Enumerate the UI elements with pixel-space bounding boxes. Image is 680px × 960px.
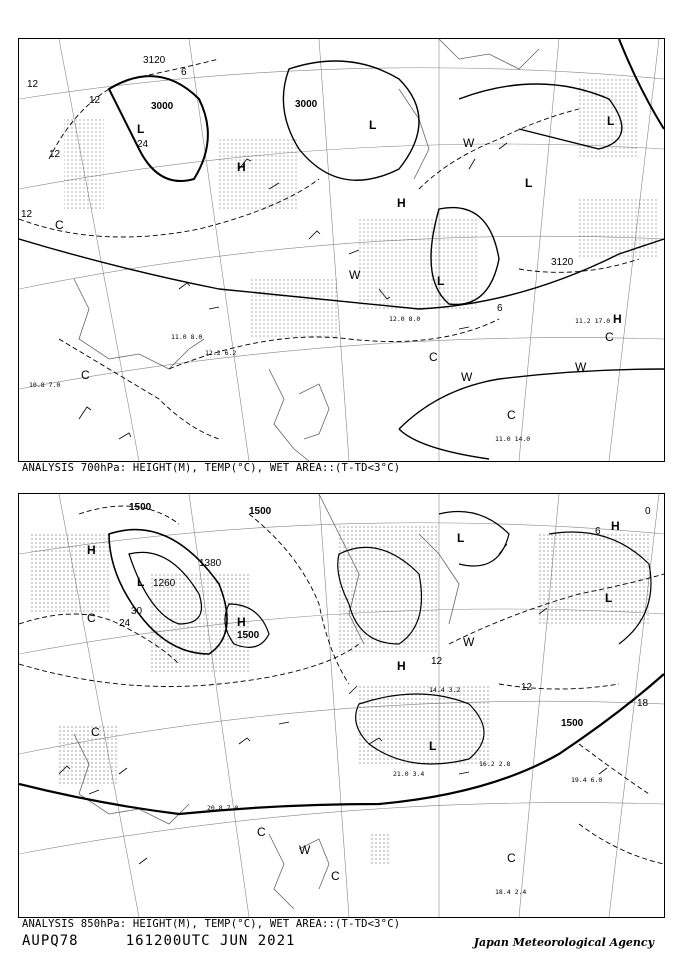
station-observation: 11.0 8.0 — [171, 333, 203, 341]
upper-caption: ANALYSIS 700hPa: HEIGHT(M), TEMP(°C), WET AREA::(T-TD<3°C) — [22, 462, 401, 474]
upper-map-canvas — [19, 39, 664, 461]
high-pressure-center: H — [397, 196, 406, 210]
lower-temp-label: 18 — [637, 698, 649, 709]
lower-height-label: 1500 — [129, 502, 152, 513]
station-observation: 12.2 6.2 — [205, 349, 237, 357]
cold-center: C — [507, 851, 516, 865]
upper-temp-label: 12 — [89, 95, 101, 106]
low-pressure-center: L — [525, 176, 533, 190]
warm-center: W — [461, 370, 473, 384]
lower-height-label: 1500 — [561, 718, 584, 729]
cold-center: C — [81, 368, 90, 382]
station-observation: 12.0 8.0 — [389, 315, 421, 323]
low-pressure-center: L — [457, 531, 465, 545]
cold-center: C — [429, 350, 438, 364]
warm-center: W — [299, 843, 311, 857]
upper-temp-contours — [19, 59, 639, 439]
valid-time: 161200UTC JUN 2021 — [125, 933, 296, 949]
high-pressure-center: H — [237, 615, 246, 629]
upper-temp-label: 6 — [497, 303, 503, 314]
upper-temp-label: 12 — [21, 209, 33, 220]
upper-height-label: 3120 — [143, 55, 166, 66]
lower-temp-label: 6 — [595, 526, 601, 537]
lower-temp-label: 24 — [119, 618, 131, 629]
lower-height-label: 1260 — [153, 578, 176, 589]
lower-temp-label: 12 — [431, 656, 443, 667]
station-observation: 19.4 6.0 — [571, 776, 603, 784]
chart-code: AUPQ78 — [22, 933, 79, 949]
lower-height-label: 1380 — [199, 558, 222, 569]
high-pressure-center: H — [611, 519, 620, 533]
upper-map-panel — [18, 38, 665, 462]
lower-temp-label: 0 — [645, 506, 651, 517]
station-observation: 11.2 17.0 — [575, 317, 611, 325]
low-pressure-center: L — [607, 114, 615, 128]
low-pressure-center: L — [137, 575, 145, 589]
agency-name: Japan Meteorological Agency — [473, 936, 654, 949]
warm-center: W — [575, 360, 587, 374]
chart-id — [22, 933, 295, 949]
lower-temp-label: 12 — [521, 682, 533, 693]
low-pressure-center: L — [369, 118, 377, 132]
high-pressure-center: H — [613, 312, 622, 326]
upper-temp-label: 24 — [137, 139, 149, 150]
warm-center: W — [463, 635, 475, 649]
cold-center: C — [55, 218, 64, 232]
lower-caption: ANALYSIS 850hPa: HEIGHT(M), TEMP(°C), WET AREA::(T-TD<3°C) — [22, 918, 401, 930]
low-pressure-center: L — [137, 122, 145, 136]
warm-center: W — [349, 268, 361, 282]
upper-height-label: 3120 — [551, 257, 574, 268]
low-pressure-center: L — [605, 591, 613, 605]
station-observation: 16.2 2.8 — [479, 760, 511, 768]
cold-center: C — [257, 825, 266, 839]
station-observation: 18.4 2.4 — [495, 888, 527, 896]
cold-center: C — [507, 408, 516, 422]
lower-height-label: 1500 — [237, 630, 260, 641]
cold-center: C — [91, 725, 100, 739]
station-observation: 11.0 14.0 — [495, 435, 531, 443]
upper-height-label: 3000 — [295, 99, 318, 110]
low-pressure-center: L — [429, 739, 437, 753]
wind-barbs — [59, 544, 607, 864]
cold-center: C — [331, 869, 340, 883]
station-observation: 20.8 7.0 — [207, 804, 239, 812]
station-observation: 14.4 3.2 — [429, 686, 461, 694]
low-pressure-center: L — [437, 274, 445, 288]
cold-center: C — [605, 330, 614, 344]
upper-height-label: 3000 — [151, 101, 174, 112]
station-observation: 21.0 3.4 — [393, 770, 425, 778]
upper-temp-label: 12 — [49, 149, 61, 160]
upper-wet-area — [64, 79, 659, 339]
cold-center: C — [87, 611, 96, 625]
high-pressure-center: H — [237, 160, 246, 174]
station-observation: 10.8 7.0 — [29, 381, 61, 389]
lower-height-label: 1500 — [249, 506, 272, 517]
high-pressure-center: H — [87, 543, 96, 557]
warm-center: W — [463, 136, 475, 150]
lower-map-canvas — [19, 494, 664, 917]
upper-temp-label: 6 — [181, 67, 187, 78]
high-pressure-center: H — [397, 659, 406, 673]
lower-map-panel — [18, 493, 665, 918]
lower-temp-label: 30 — [131, 606, 143, 617]
upper-height-contours — [19, 39, 664, 459]
upper-temp-label: 12 — [27, 79, 39, 90]
